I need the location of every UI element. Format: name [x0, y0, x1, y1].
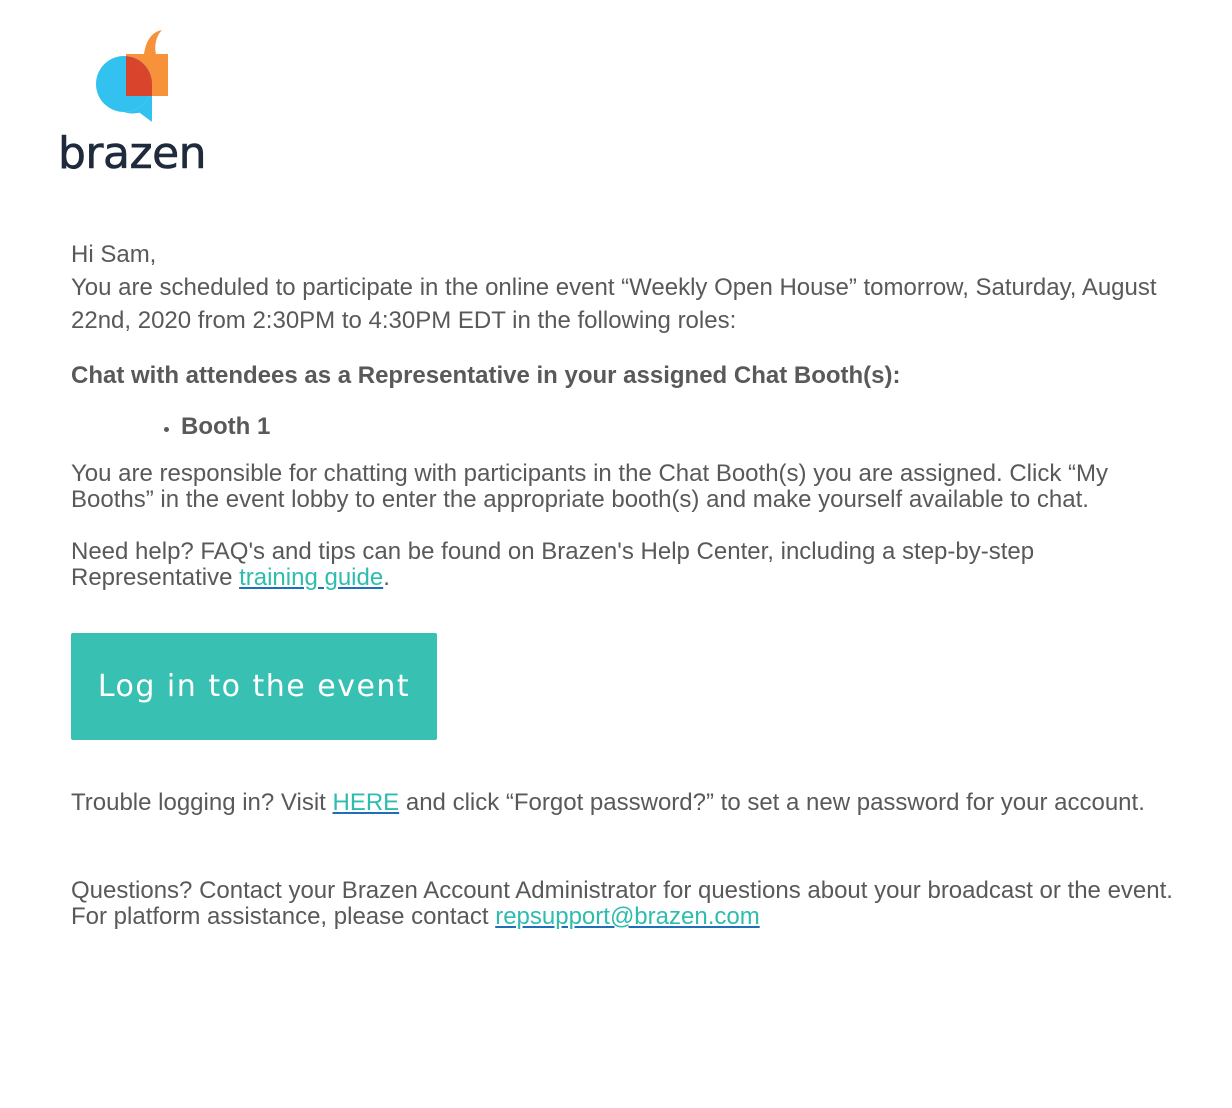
questions-text	[71, 878, 1191, 930]
help-text-before: Need help? FAQ's and tips can be found on Brazen's Help Center, including a step-by-step Representative	[71, 538, 1035, 591]
email-body	[71, 238, 1191, 930]
trouble-text-after: and click “Forgot password?” to set a new password for your account.	[399, 789, 1145, 816]
help-text-after: .	[383, 564, 390, 591]
training-guide-link[interactable]: training guide	[239, 564, 384, 591]
trouble-text-before: Trouble logging in? Visit	[71, 789, 333, 816]
help-text	[71, 539, 1191, 591]
event-intro: You are scheduled to participate in the online event “Weekly Open House” tomorrow, Saturday, August 22nd, 2020 from 2:30PM to 4:30PM EDT in the following roles:	[71, 274, 1157, 334]
responsibility-text: You are responsible for chatting with participants in the Chat Booth(s) you are assigned. Click “My Booths” in the event lobby to enter the appropriate booth(s) and make yourself available to chat.	[71, 460, 1108, 513]
brazen-logo	[58, 26, 218, 186]
booth-list	[71, 410, 1191, 443]
trouble-logging-in-text	[71, 790, 1191, 816]
greeting: Hi Sam,	[71, 241, 157, 268]
reset-password-here-link[interactable]: HERE	[332, 789, 400, 816]
booth-list-item: • Booth 1	[181, 410, 1191, 443]
brazen-logo-mark-icon	[96, 26, 172, 126]
login-to-event-button[interactable]: Log in to the event	[71, 633, 437, 740]
roles-heading: Chat with attendees as a Representative in your assigned Chat Booth(s):	[71, 362, 901, 389]
support-email-link[interactable]: repsupport@brazen.com	[495, 903, 760, 930]
brazen-wordmark: brazen	[58, 128, 207, 179]
questions-text-before: Questions? Contact your Brazen Account Administrator for questions about your broadcast or the event. For platform assistance, please contact	[71, 877, 1173, 930]
